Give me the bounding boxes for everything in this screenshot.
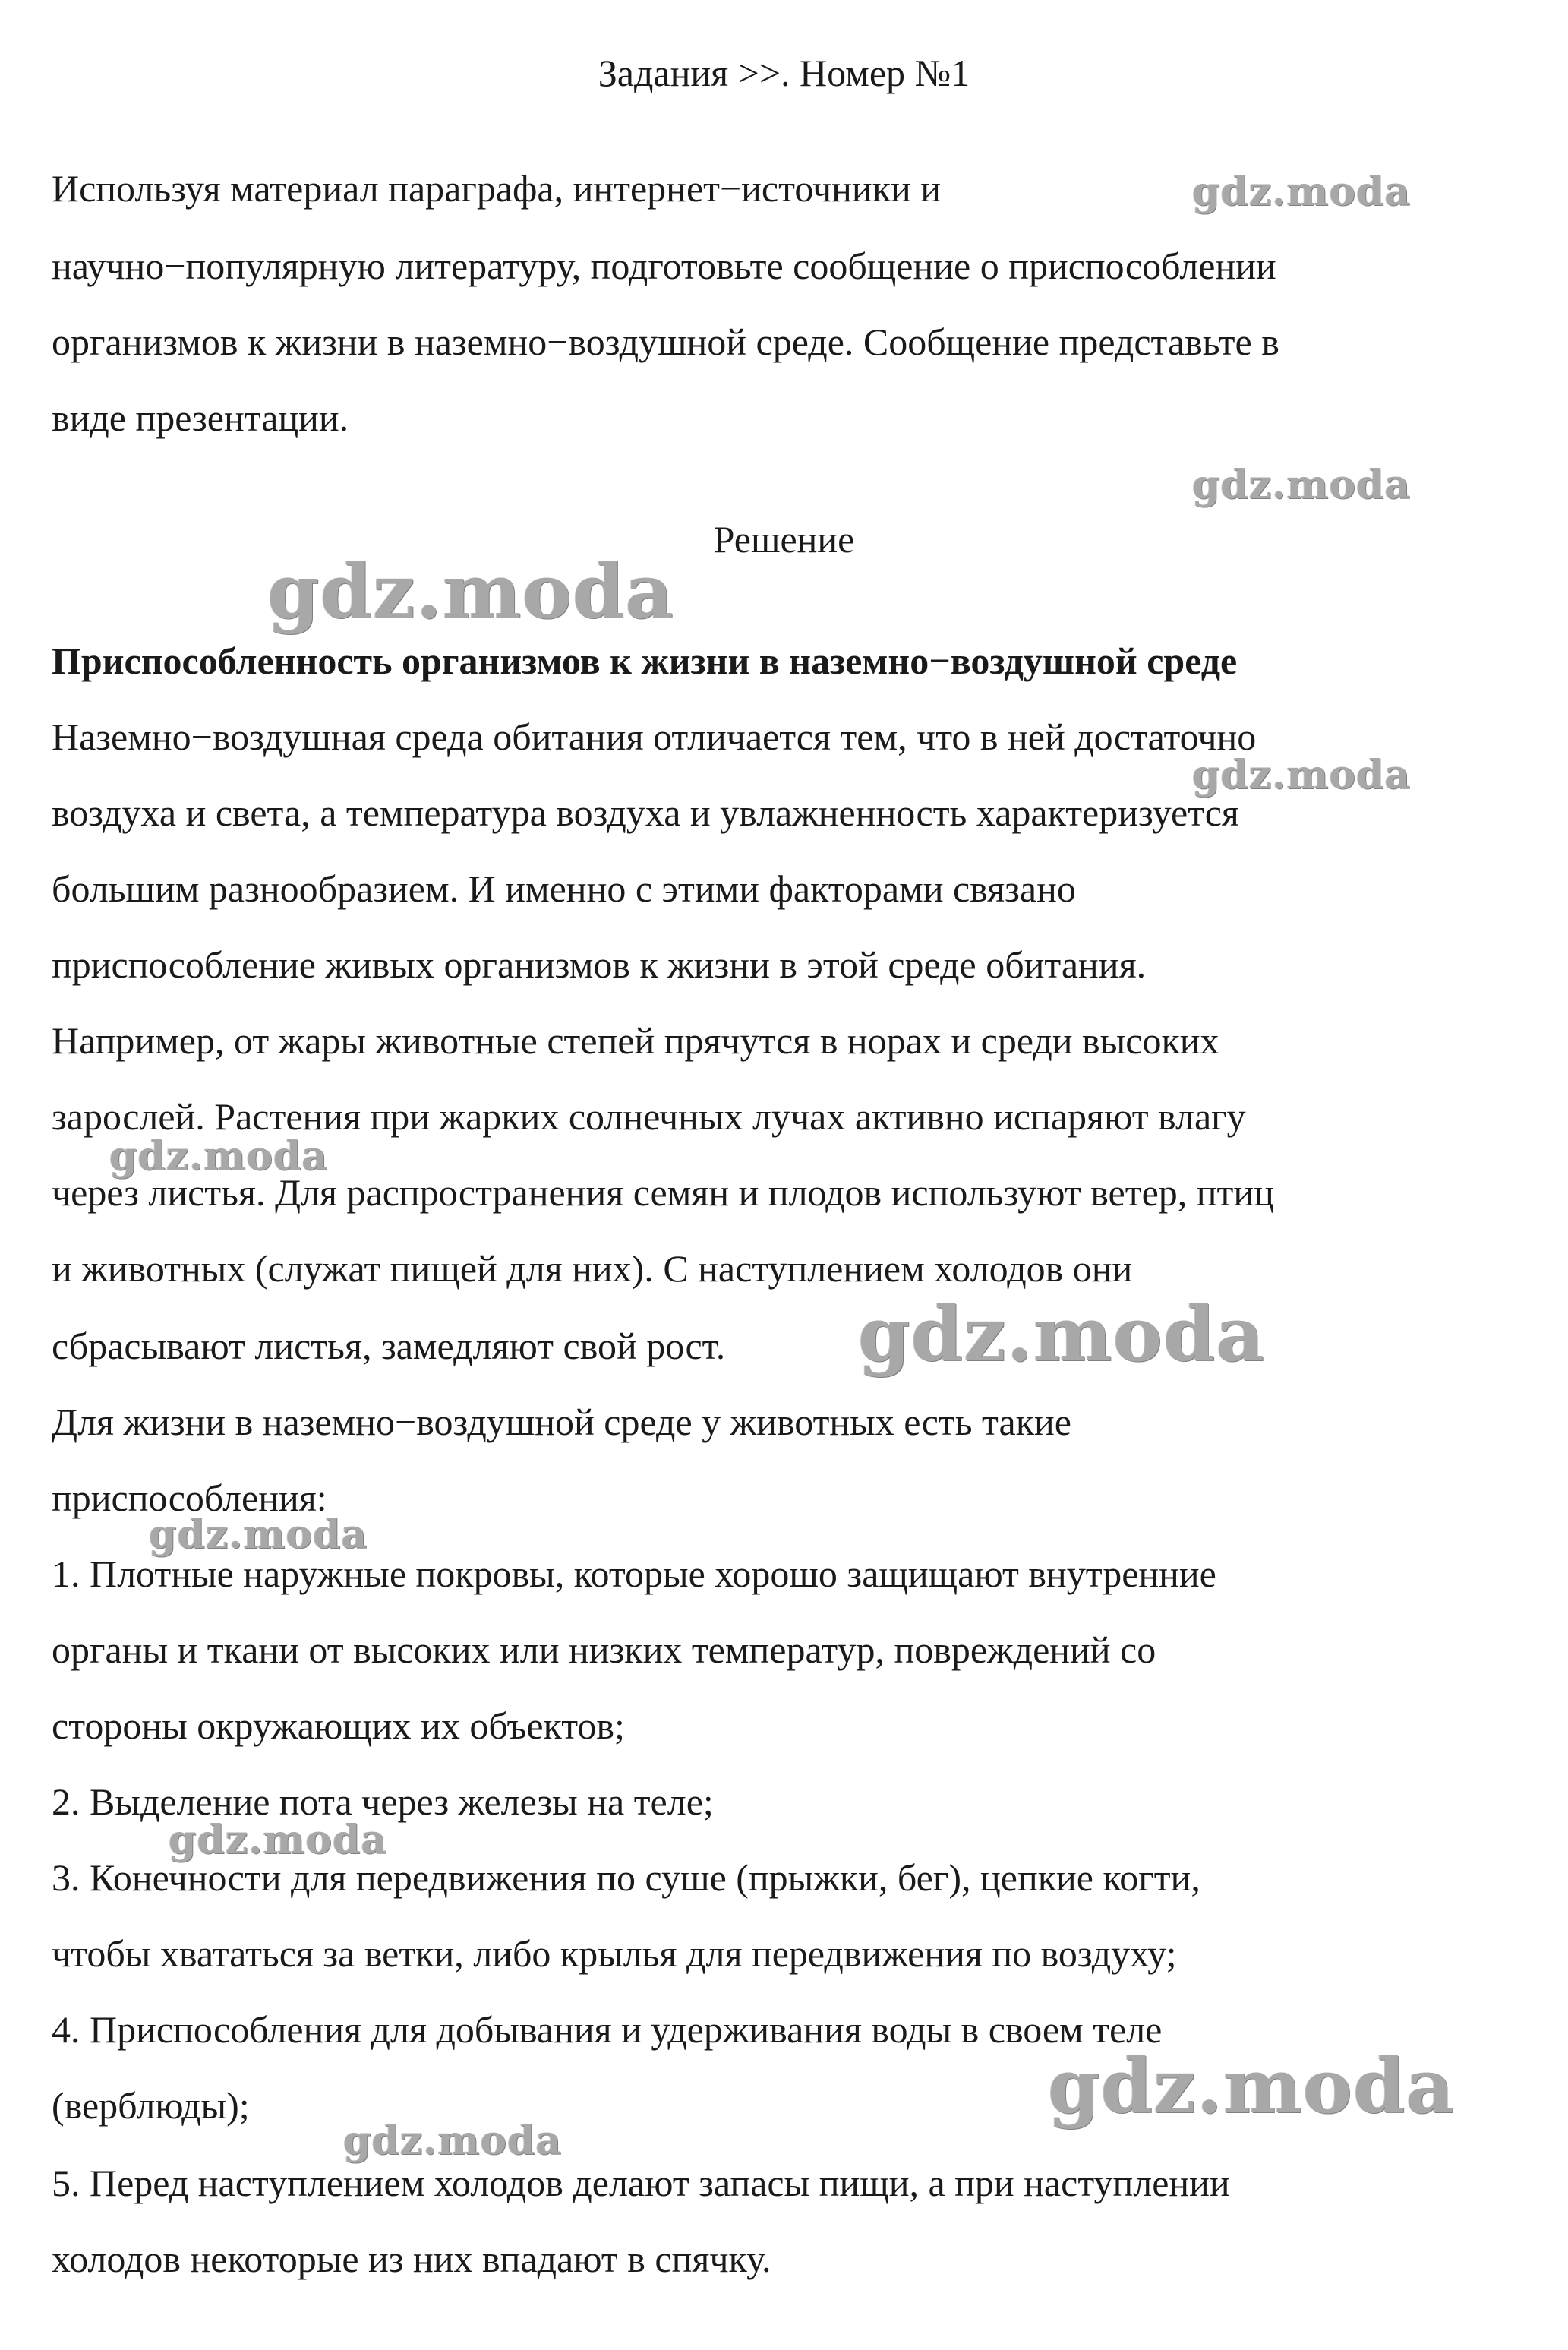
task-line-4: виде презентации. bbox=[52, 396, 349, 439]
list-item-1-line-2: органы и ткани от высоких или низких температур, повреждений со bbox=[52, 1628, 1156, 1671]
body-line-11: приспособления: bbox=[52, 1477, 327, 1519]
watermark: gdz.moda bbox=[267, 548, 674, 636]
page-header: Задания >>. Номер №1 bbox=[598, 52, 970, 94]
watermark: gdz.moda bbox=[149, 1511, 368, 1558]
watermark: gdz.moda bbox=[858, 1291, 1265, 1379]
list-item-5-line-1: 5. Перед наступлением холодов делают запасы пищи, а при наступлении bbox=[52, 2162, 1230, 2204]
body-line-7: через листья. Для распространения семян и плодов используют ветер, птиц bbox=[52, 1171, 1274, 1214]
section-heading: Приспособленность организмов к жизни в наземно−воздушной среде bbox=[52, 640, 1238, 682]
body-line-10: Для жизни в наземно−воздушной среде у животных есть такие bbox=[52, 1401, 1071, 1443]
list-item-1-line-3: стороны окружающих их объектов; bbox=[52, 1704, 625, 1747]
list-item-3-line-1: 3. Конечности для передвижения по суше (прыжки, бег), цепкие когти, bbox=[52, 1856, 1200, 1899]
body-line-6: зарослей. Растения при жарких солнечных лучах активно испаряют влагу bbox=[52, 1095, 1246, 1138]
watermark: gdz.moda bbox=[109, 1133, 329, 1180]
watermark: gdz.moda bbox=[1192, 169, 1412, 215]
body-line-8: и животных (служат пищей для них). С наступлением холодов они bbox=[52, 1247, 1133, 1290]
list-item-1-line-1: 1. Плотные наружные покровы, которые хорошо защищают внутренние bbox=[52, 1552, 1216, 1595]
task-line-3: организмов к жизни в наземно−воздушной среде. Сообщение представьте в bbox=[52, 321, 1279, 363]
body-line-9: сбрасывают листья, замедляют свой рост. bbox=[52, 1325, 726, 1367]
watermark: gdz.moda bbox=[169, 1817, 388, 1863]
list-item-4-line-2: (верблюды); bbox=[52, 2084, 250, 2127]
body-line-2: воздуха и света, а температура воздуха и увлажненность характеризуется bbox=[52, 791, 1239, 834]
solution-title: Решение bbox=[713, 518, 855, 561]
list-item-3-line-2: чтобы хвататься за ветки, либо крылья для передвижения по воздуху; bbox=[52, 1932, 1177, 1975]
list-item-4-line-1: 4. Приспособления для добывания и удерживания воды в своем теле bbox=[52, 2008, 1163, 2051]
list-item-5-line-2: холодов некоторые из них впадают в спячку. bbox=[52, 2238, 771, 2280]
task-line-1: Используя материал параграфа, интернет−источники и bbox=[52, 167, 941, 210]
body-line-5: Например, от жары животные степей прячутся в норах и среди высоких bbox=[52, 1019, 1219, 1062]
task-line-2: научно−популярную литературу, подготовьте сообщение о приспособлении bbox=[52, 245, 1276, 287]
list-item-2: 2. Выделение пота через железы на теле; bbox=[52, 1780, 714, 1823]
body-line-4: приспособление живых организмов к жизни в этой среде обитания. bbox=[52, 943, 1147, 986]
body-line-1: Наземно−воздушная среда обитания отличается тем, что в ней достаточно bbox=[52, 715, 1257, 758]
watermark: gdz.moda bbox=[1048, 2043, 1455, 2130]
watermark: gdz.moda bbox=[1192, 752, 1412, 798]
watermark: gdz.moda bbox=[1192, 462, 1412, 508]
body-line-3: большим разнообразием. И именно с этими факторами связано bbox=[52, 867, 1076, 910]
watermark: gdz.moda bbox=[343, 2118, 563, 2164]
